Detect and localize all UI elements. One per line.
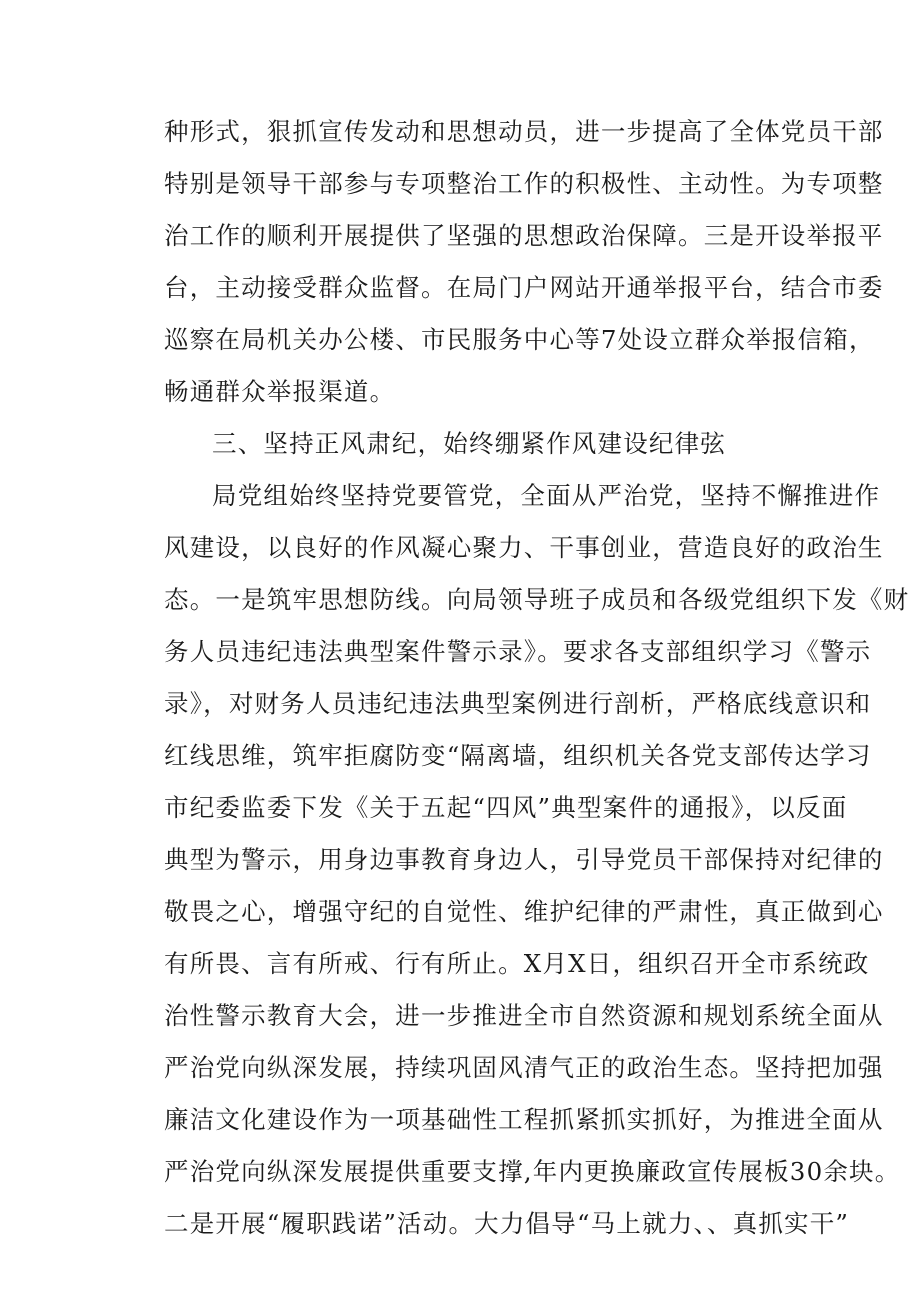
text-line: 廉洁文化建设作为一项基础性工程抓紧抓实抓好，为推进全面从 [164, 1105, 884, 1134]
text-line: 局党组始终坚持党要管党，全面从严治党，坚持不懈推进作 [212, 481, 881, 510]
text-line: 治工作的顺利开展提供了坚强的思想政治保障。三是开设举报平 [164, 221, 884, 250]
text-line: 台，主动接受群众监督。在局门户网站开通举报平台，结合市委 [164, 273, 884, 302]
text-line: 市纪委监委下发《关于五起“四风”典型案件的通报》，以反面 [164, 793, 848, 822]
text-line: 态。一是筑牢思想防线。向局领导班子成员和各级党组织下发《财 [164, 585, 910, 614]
text-line: 有所畏、言有所戒、行有所止。X月X日，组织召开全市系统政 [164, 949, 870, 978]
text-line: 畅通群众举报渠道。 [164, 377, 396, 406]
text-line: 典型为警示，用身边事教育身边人，引导党员干部保持对纪律的 [164, 845, 884, 874]
text-line: 红线思维，筑牢拒腐防变“隔离墙，组织机关各党支部传达学习 [164, 741, 872, 770]
text-line: 录》，对财务人员违纪违法典型案例进行剖析，严格底线意识和 [164, 689, 872, 718]
text-line: 敬畏之心，增强守纪的自觉性、维护纪律的严肃性，真正做到心 [164, 897, 884, 926]
text-line: 二是开展“履职践诺”活动。大力倡导“马上就力、、真抓实干” [164, 1209, 850, 1238]
text-line: 严治党向纵深发展提供重要支撑,年内更换廉政宣传展板30余块。 [164, 1157, 901, 1186]
text-line: 特别是领导干部参与专项整治工作的积极性、主动性。为专项整 [164, 169, 884, 198]
section-heading: 三、坚持正风肃纪，始终绷紧作风建设纪律弦 [212, 429, 726, 458]
text-line: 务人员违纪违法典型案件警示录》。要求各支部组织学习《警示 [164, 637, 872, 666]
text-line: 风建设，以良好的作风凝心聚力、干事创业，营造良好的政治生 [164, 533, 884, 562]
text-line: 严治党向纵深发展，持续巩固风清气正的政治生态。坚持把加强 [164, 1053, 884, 1082]
text-line: 种形式，狠抓宣传发动和思想动员，进一步提高了全体党员干部 [164, 117, 884, 146]
text-line: 巡察在局机关办公楼、市民服务中心等7处设立群众举报信箱， [164, 325, 875, 354]
text-line: 治性警示教育大会，进一步推进全市自然资源和规划系统全面从 [164, 1001, 884, 1030]
